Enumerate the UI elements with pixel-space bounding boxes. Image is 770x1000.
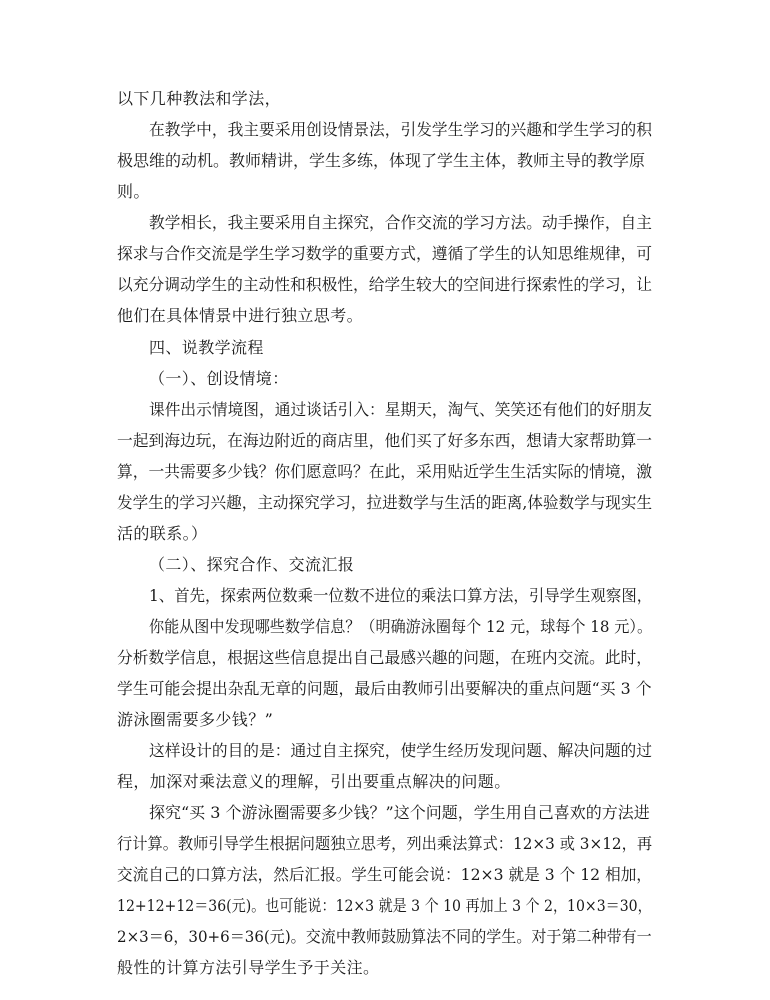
text-line: 12+12+12＝36(元)。也可能说：12×3 就是 3 个 10 再加上 3 个 2，10×3＝30， [117, 896, 652, 915]
text-line: 分析数学信息，根据这些信息提出自己最感兴趣的问题，在班内交流。此时， [117, 648, 653, 667]
text-line: 行计算。教师引导学生根据问题独立思考，列出乘法算式：12×3 或 3×12，再 [117, 834, 653, 853]
text-line: 他们在具体情景中进行独立思考。 [117, 306, 364, 325]
text-line: 2×3＝6，30+6＝36(元)。交流中教师鼓励算法不同的学生。对于第二种带有一 [117, 927, 652, 946]
text-line: 发学生的学习兴趣，主动探究学习，拉进数学与生活的距离,体验数学与现实生 [117, 493, 653, 512]
text-line: 教学相长，我主要采用自主探究，合作交流的学习方法。动手操作，自主 [149, 213, 653, 232]
text-line: 一起到海边玩，在海边附近的商店里，他们买了好多东西，想请大家帮助算一 [117, 431, 653, 450]
text-line: 你能从图中发现哪些数学信息？（明确游泳圈每个 12 元，球每个 18 元）。 [149, 617, 653, 636]
text-line: 极思维的动机。教师精讲，学生多练，体现了学生主体，教师主导的教学原 [117, 151, 646, 170]
text-line: 这样设计的目的是：通过自主探究，使学生经历发现问题、解决问题的过 [149, 741, 653, 760]
text-line: 在教学中，我主要采用创设情景法，引发学生学习的兴趣和学生学习的积 [149, 120, 653, 139]
text-line: 交流自己的口算方法，然后汇报。学生可能会说：12×3 就是 3 个 12 相加， [117, 865, 652, 884]
text-line: 学生可能会提出杂乱无章的问题，最后由教师引出要解决的重点问题“买 3 个 [117, 679, 652, 698]
text-line: 程，加深对乘法意义的理解，引出要重点解决的问题。 [117, 772, 511, 791]
text-line: 游泳圈需要多少钱？” [117, 710, 274, 729]
text-line: 活的联系。） [117, 524, 208, 543]
text-line: 以下几种教法和学法， [117, 89, 282, 108]
text-line: 算，一共需要多少钱？你们愿意吗？在此，采用贴近学生生活实际的情境，激 [117, 462, 653, 481]
text-line: 以充分调动学生的主动性和积极性，给学生较大的空间进行探索性的学习，让 [117, 275, 653, 294]
text-line: 课件出示情境图，通过谈话引入：星期天，淘气、笑笑还有他们的好朋友 [149, 400, 653, 419]
text-line: 般性的计算方法引导学生予于关注。 [117, 958, 380, 977]
text-line: 则。 [117, 182, 150, 201]
text-line: 探求与合作交流是学生学习数学的重要方式，遵循了学生的认知思维规律，可 [117, 244, 653, 263]
subsection-heading: （一）、创设情境： [149, 369, 289, 388]
text-line: 探究“买 3 个游泳圈需要多少钱？”这个问题，学生用自己喜欢的方法进 [149, 803, 650, 822]
subsection-heading: （二）、探究合作、交流汇报 [149, 555, 355, 574]
section-heading: 四、说教学流程 [149, 338, 264, 357]
text-line: 1、首先，探索两位数乘一位数不进位的乘法口算方法，引导学生观察图， [149, 586, 653, 605]
